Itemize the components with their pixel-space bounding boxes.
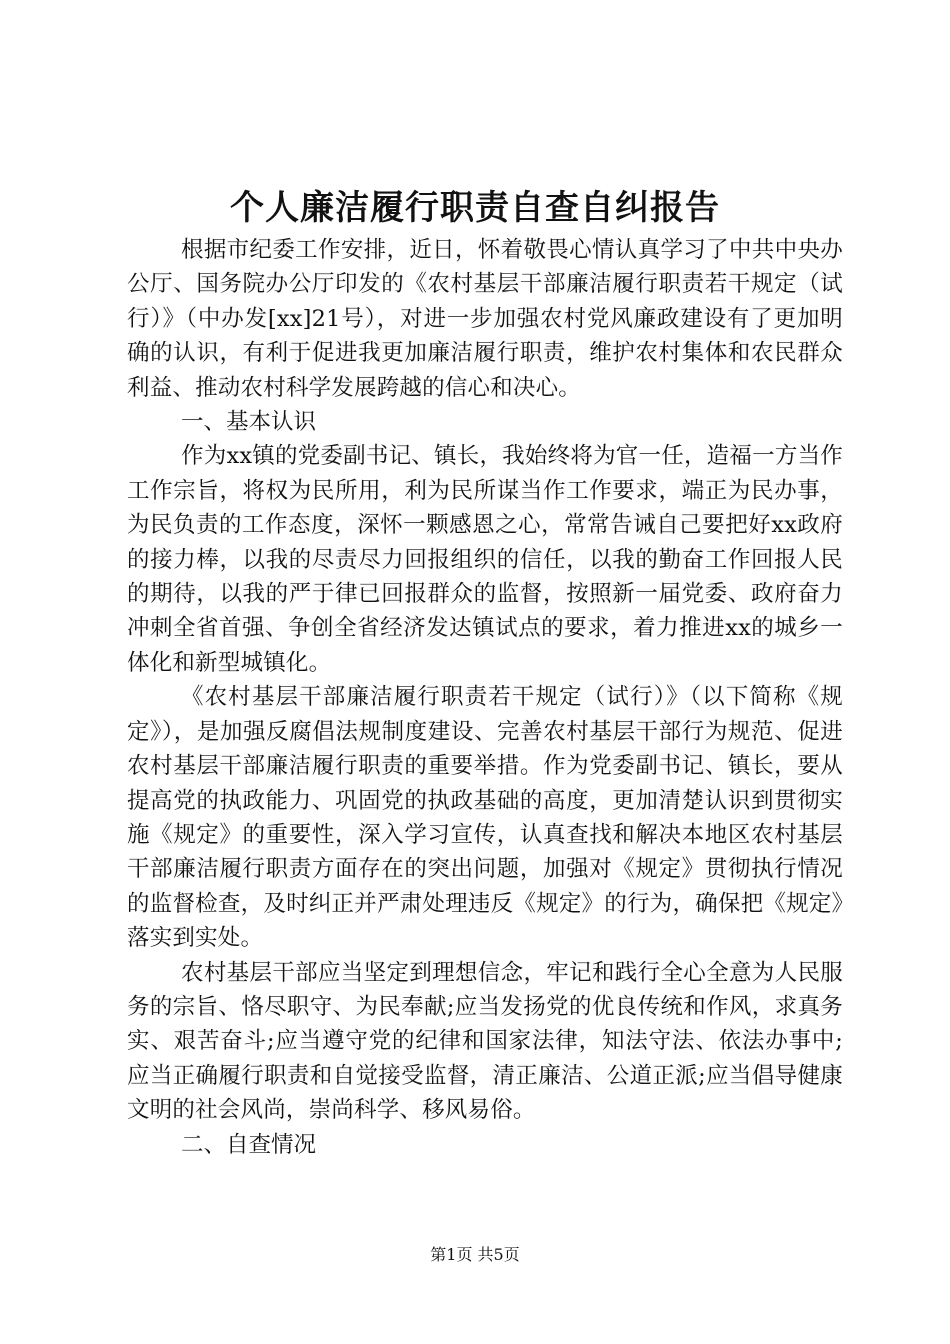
- paragraph-intro: 根据市纪委工作安排，近日，怀着敬畏心情认真学习了中共中央办公厅、国务院办公厅印发的《农村基层干部廉洁履行职责若干规定（试行）》（中办发[xx]21号），对进一步加强农村党风廉政建设有了更加明确的认识，有利于促进我更加廉洁履行职责，维护农村集体和农民群众利益、推动农村科学发展跨越的信心和决心。: [127, 237, 843, 401]
- page-number: 第1页 共5页: [430, 1245, 520, 1264]
- section-heading-self-check: 二、自查情况: [181, 1131, 317, 1158]
- paragraph-regulations: 《农村基层干部廉洁履行职责若干规定（试行）》（以下简称《规定》），是加强反腐倡法规制度建设、完善农村基层干部行为规范、促进农村基层干部廉洁履行职责的重要举措。作为党委副书记、镇长，要从提高党的执政能力、巩固党的执政基础的高度，更加清楚认识到贯彻实施《规定》的重要性，深入学习宣传，认真查找和解决本地区农村基层干部廉洁履行职责方面存在的突出问题，加强对《规定》贯彻执行情况的监督检查，及时纠正并严肃处理违反《规定》的行为，确保把《规定》落实到实处。: [127, 684, 843, 952]
- paragraph-role: 作为xx镇的党委副书记、镇长，我始终将为官一任，造福一方当作工作宗旨，将权为民所用，利为民所谋当作工作要求，端正为民办事，为民负责的工作态度，深怀一颗感恩之心，常常告诫自己要把好xx政府的接力棒，以我的尽责尽力回报组织的信任，以我的勤奋工作回报人民的期待，以我的严于律已回报群众的监督，按照新一届党委、政府奋力冲刺全省首强、争创全省经济发达镇试点的要求，着力推进xx的城乡一体化和新型城镇化。: [127, 443, 843, 676]
- document-title: 个人廉洁履行职责自查自纠报告: [230, 188, 720, 228]
- section-heading-basic-understanding: 一、基本认识: [181, 409, 317, 436]
- document-body: [127, 233, 843, 1162]
- paragraph-requirements: 农村基层干部应当坚定到理想信念，牢记和践行全心全意为人民服务的宗旨、恪尽职守、为民奉献;应当发扬党的优良传统和作风，求真务实、艰苦奋斗;应当遵守党的纪律和国家法律，知法守法、依法办事中;应当正确履行职责和自觉接受监督，清正廉洁、公道正派;应当倡导健康文明的社会风尚，崇尚科学、移风易俗。: [127, 959, 843, 1124]
